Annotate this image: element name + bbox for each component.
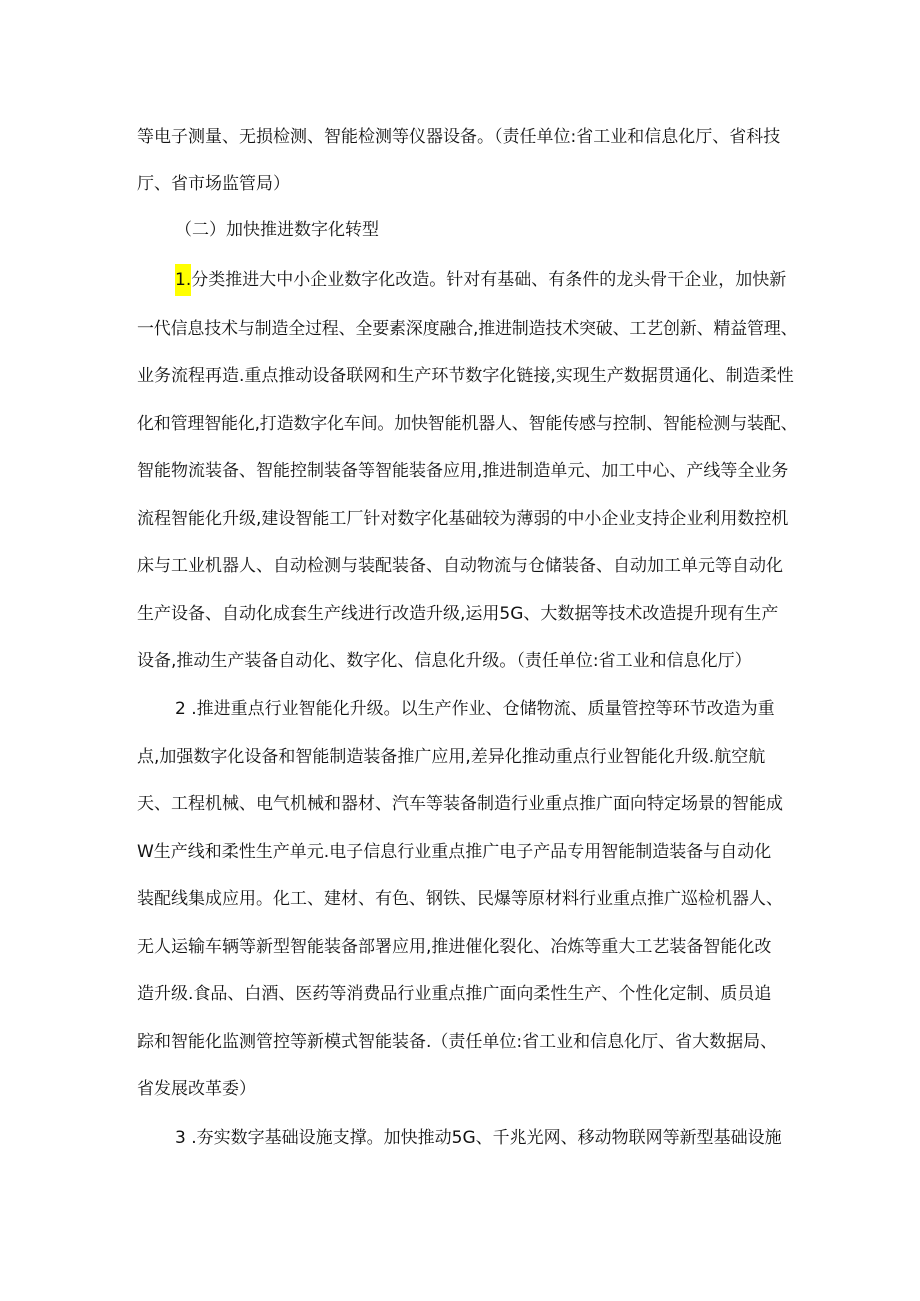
- paragraph-line: W生产线和柔性生产单元.电子信息行业重点推广电子产品专用智能制造装备与自动化: [137, 842, 772, 862]
- paragraph-line: 造升级.食品、白酒、医药等消费品行业重点推广面向柔性生产、个性化定制、质员追: [137, 984, 772, 1004]
- paragraph-line: 厅、省市场监管局）: [137, 174, 290, 194]
- paragraph-line: 流程智能化升级,建设智能工厂针对数字化基础较为薄弱的中小企业支持企业利用数控机: [137, 509, 789, 529]
- paragraph-line: 化和管理智能化,打造数字化车间。加快智能机器人、智能传感与控制、智能检测与装配、: [137, 414, 798, 434]
- paragraph-line: 省发展改革委）: [137, 1079, 256, 1099]
- paragraph-line: 床与工业机器人、自动检测与装配装备、自动物流与仓储装备、自动加工单元等自动化: [137, 556, 783, 576]
- paragraph-line: 天、工程机械、电气机械和器材、汽车等装备制造行业重点推广面向特定场景的智能成: [137, 794, 783, 814]
- paragraph-line: 装配线集成应用。化工、建材、有色、钢铁、民爆等原材料行业重点推广巡检机器人、: [137, 889, 783, 909]
- paragraph-line: 设备,推动生产装备自动化、数字化、信息化升级。（责任单位:省工业和信息化厅）: [137, 651, 752, 671]
- item-3-first-line: 3 .夯实数字基础设施支撑。加快推动5G、千兆光网、移动物联网等新型基础设施: [175, 1128, 782, 1148]
- paragraph-line: 生产设备、自动化成套生产线进行改造升级,运用5G、大数据等技术改造提升现有生产: [137, 604, 779, 624]
- paragraph-line: 业务流程再造.重点推动设备联网和生产环节数字化链接,实现生产数据贯通化、制造柔性: [137, 366, 794, 386]
- paragraph-line: 点,加强数字化设备和智能制造装备推广应用,差异化推动重点行业智能化升级.航空航: [137, 747, 766, 767]
- paragraph-line: 踪和智能化监测管控等新模式智能装备.（责任单位:省工业和信息化厅、省大数据局、: [137, 1032, 778, 1052]
- paragraph-line: 一代信息技术与制造全过程、全要素深度融合,推进制造技术突破、工艺创新、精益管理、: [137, 319, 798, 339]
- paragraph-line: 智能物流装备、智能控制装备等智能装备应用,推进制造单元、加工中心、产线等全业务: [137, 461, 789, 481]
- item-1-heading-text: 分类推进大中小企业数字化改造。针对有基础、有条件的龙头骨干企业，加快新: [191, 270, 787, 290]
- paragraph-line: 等电子测量、无损检测、智能检测等仪器设备。（责任单位:省工业和信息化厅、省科技: [137, 127, 781, 147]
- section-heading: （二）加快推进数字化转型: [175, 220, 379, 240]
- item-1-first-line: [175, 268, 795, 296]
- item-2-first-line: 2 .推进重点行业智能化升级。以生产作业、仓储物流、质量管控等环节改造为重: [175, 699, 775, 719]
- paragraph-line: 无人运输车辆等新型智能装备部署应用,推进催化裂化、冶炼等重大工艺装备智能化改: [137, 937, 772, 957]
- highlighted-item-number: 1.: [175, 264, 191, 296]
